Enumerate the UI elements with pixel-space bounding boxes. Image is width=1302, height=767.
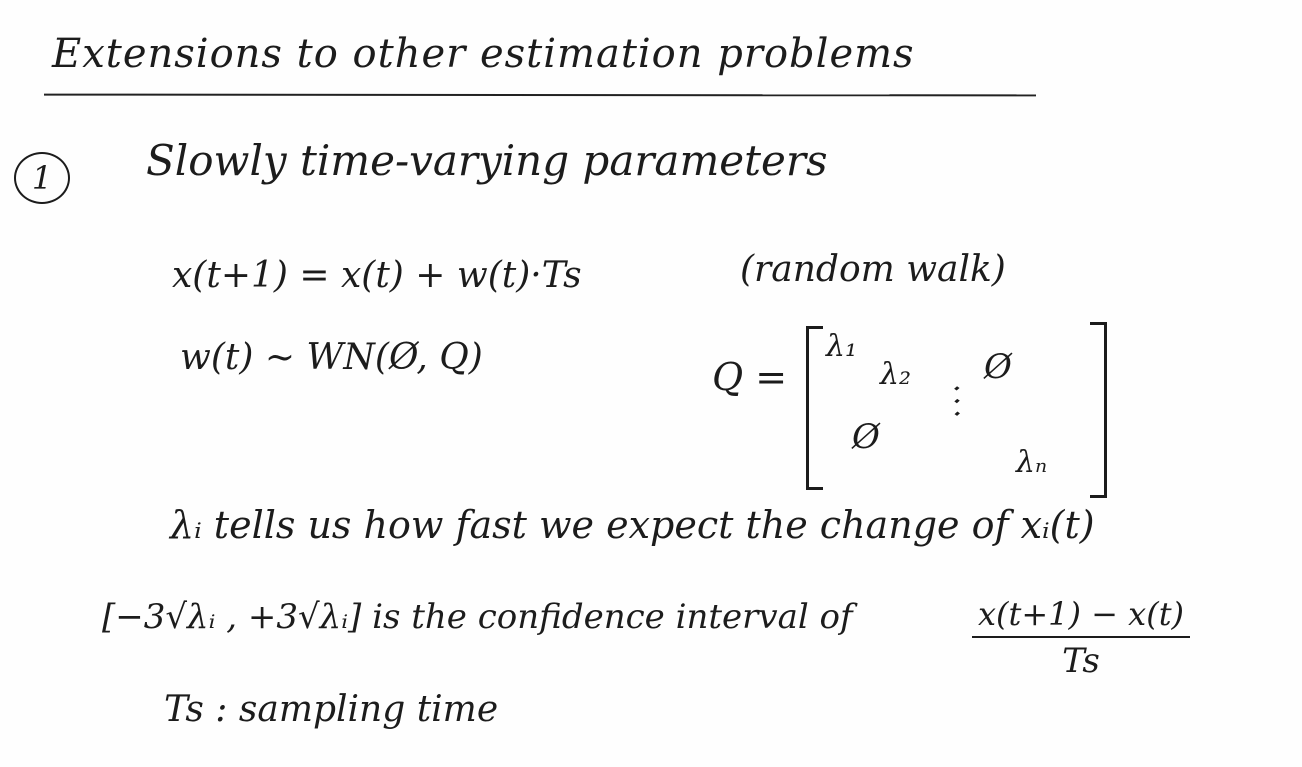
- matrix-right-bracket: [1090, 322, 1107, 498]
- state-equation: x(t+1) = x(t) + w(t)·Ts: [172, 255, 582, 296]
- rate-fraction: [972, 595, 1190, 681]
- matrix-left-bracket: [806, 326, 823, 490]
- matrix-zero-lower: Ø: [852, 417, 880, 457]
- slide-title: Extensions to other estimation problems: [52, 31, 915, 77]
- title-underline: [44, 94, 1036, 97]
- matrix-lambda-n: λₙ: [1016, 445, 1048, 480]
- noise-equation: w(t) ~ WN(Ø, Q): [180, 337, 483, 378]
- section-number-badge: 1: [14, 152, 70, 204]
- fraction-denominator: Ts: [1062, 641, 1100, 681]
- matrix-lambda-2: λ₂: [880, 357, 912, 392]
- matrix-diagonal-dots: ⋱: [932, 376, 978, 423]
- matrix-lambda-1: λ₁: [826, 329, 858, 364]
- sampling-time-definition: Ts : sampling time: [164, 689, 499, 730]
- fraction-bar: [972, 636, 1190, 638]
- confidence-interval-text: [−3√λᵢ , +3√λᵢ] is the confidence interval of: [102, 597, 853, 637]
- fraction-numerator: x(t+1) − x(t): [977, 595, 1185, 633]
- state-equation-note: (random walk): [740, 249, 1006, 290]
- matrix-zero-upper: Ø: [984, 347, 1012, 387]
- section-heading: Slowly time-varying parameters: [146, 136, 828, 185]
- lambda-explanation: λᵢ tells us how fast we expect the change of xᵢ(t): [170, 503, 1095, 547]
- covariance-label: Q =: [712, 355, 788, 399]
